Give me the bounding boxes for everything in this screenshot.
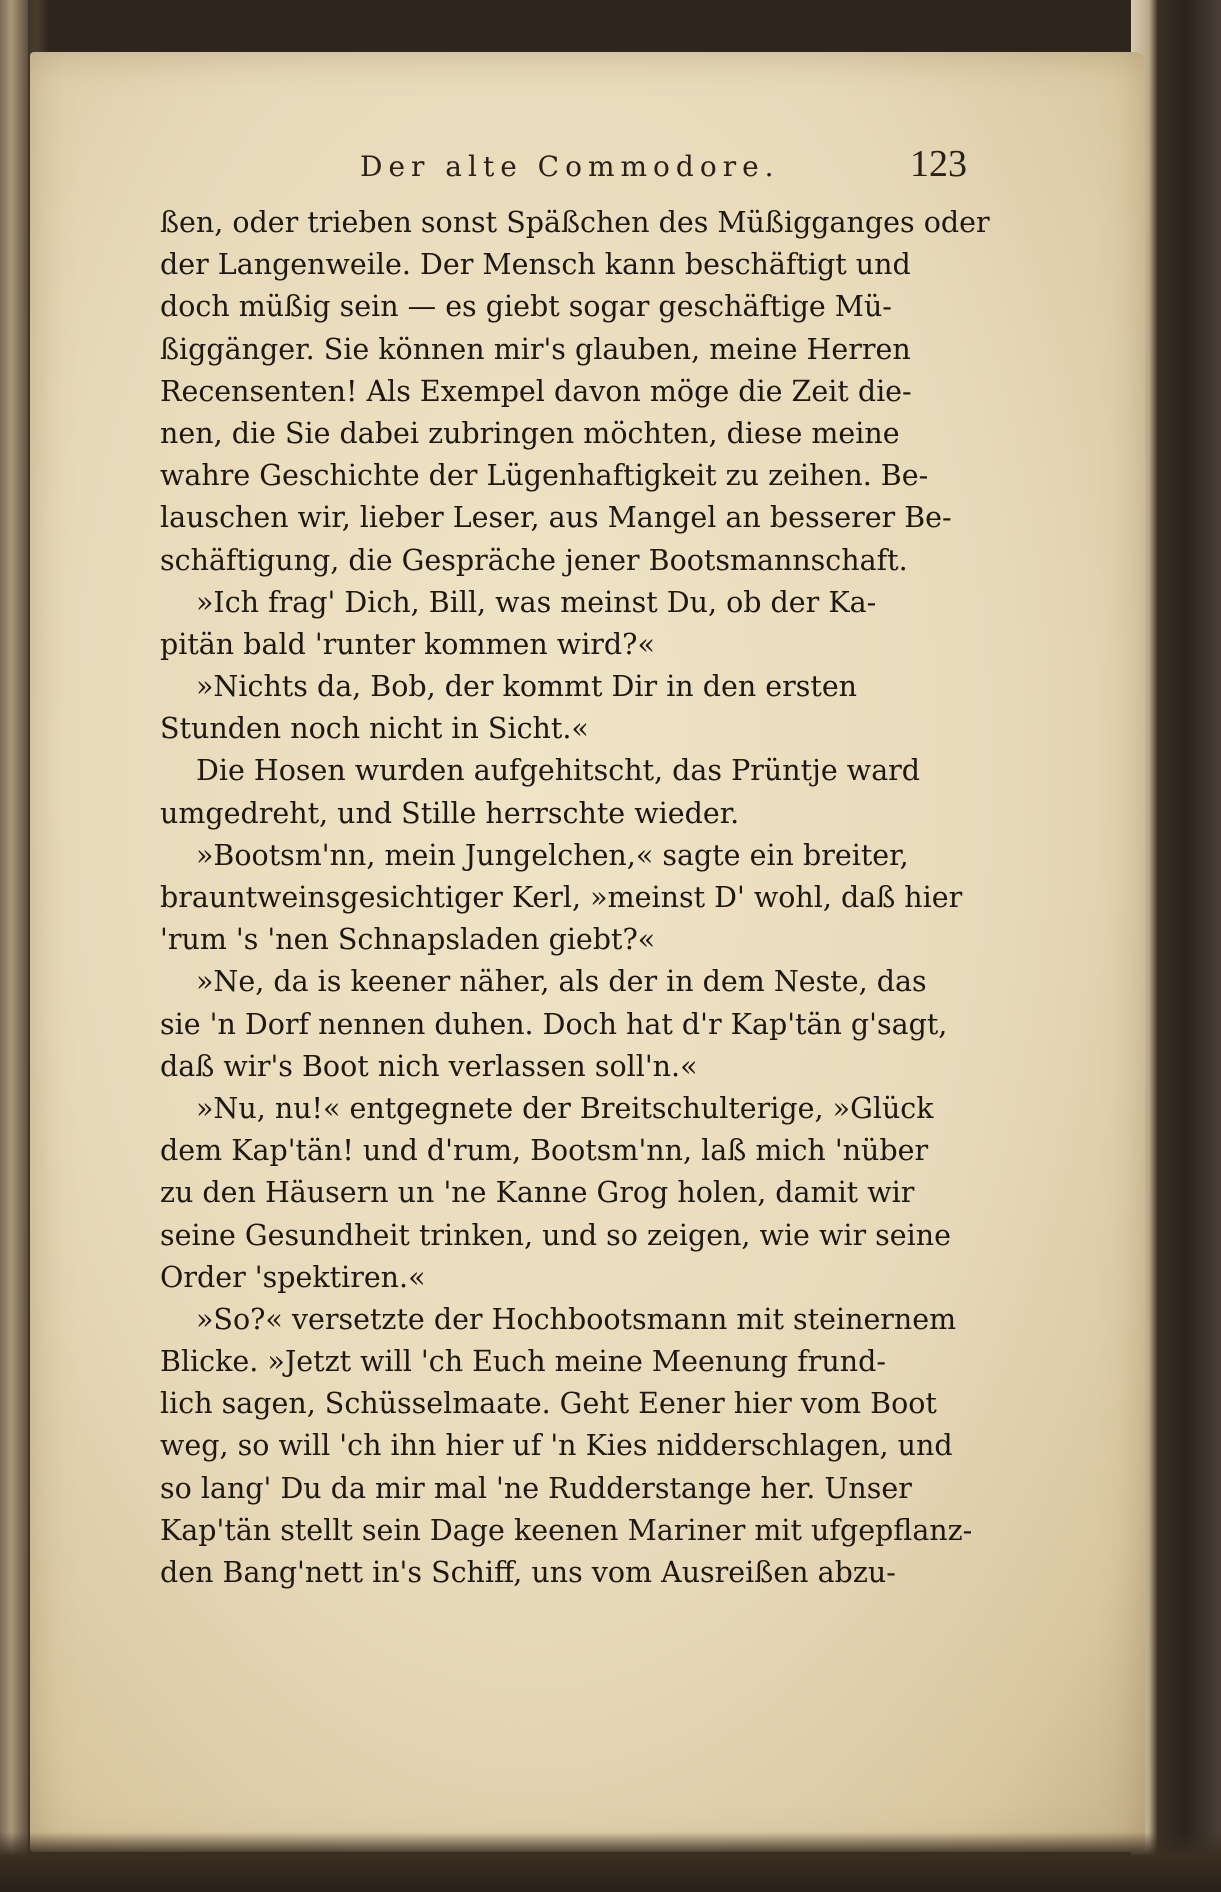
text-line: Die Hosen wurden aufgehitscht, das Prüntje ward: [196, 754, 921, 788]
text-line: dem Kap'tän! und d'rum, Bootsm'nn, laß mich 'nüber: [160, 1134, 929, 1168]
text-line: umgedreht, und Stille herrschte wieder.: [160, 796, 740, 830]
text-line: »Nu, nu!« entgegnete der Breitschulterige, »Glück: [196, 1091, 934, 1125]
text-line: Recensenten! Als Exempel davon möge die Zeit die-: [160, 374, 912, 408]
bottom-shadow: [0, 1832, 1221, 1892]
text-line: wahre Geschichte der Lügenhaftigkeit zu zeihen. Be-: [160, 459, 929, 493]
text-line: nen, die Sie dabei zubringen möchten, diese meine: [160, 416, 900, 450]
page-header: [30, 142, 1145, 192]
text-line: der Langenweile. Der Mensch kann beschäftigt und: [160, 248, 911, 282]
text-line: »Ich frag' Dich, Bill, was meinst Du, ob der Ka-: [196, 585, 877, 619]
text-line: lauschen wir, lieber Leser, aus Mangel an besserer Be-: [160, 501, 952, 535]
text-line: »So?« versetzte der Hochbootsmann mit steinernem: [196, 1302, 957, 1336]
text-line: sie 'n Dorf nennen duhen. Doch hat d'r Kap'tän g'sagt,: [160, 1007, 948, 1041]
text-line: Kap'tän stellt sein Dage keenen Mariner mit ufgepflanz-: [160, 1513, 973, 1547]
text-line: Blicke. »Jetzt will 'ch Euch meine Meenung frund-: [160, 1345, 886, 1379]
text-line: ßiggänger. Sie können mir's glauben, meine Herren: [160, 332, 911, 366]
text-line: weg, so will 'ch ihn hier uf 'n Kies nidderschlagen, und: [160, 1429, 953, 1463]
text-line: ßen, oder trieben sonst Späßchen des Müßigganges oder: [160, 206, 990, 239]
text-line: brauntweinsgesichtiger Kerl, »meinst D' wohl, daß hier: [160, 881, 963, 914]
page-sheet: [30, 52, 1145, 1852]
text-line: den Bang'nett in's Schiff, uns vom Ausreißen abzu-: [160, 1556, 896, 1589]
text-line: Stunden noch nicht in Sicht.«: [160, 712, 589, 746]
text-line: »Bootsm'nn, mein Jungelchen,« sagte ein breiter,: [196, 838, 909, 872]
text-line: zu den Häusern un 'ne Kanne Grog holen, damit wir: [160, 1176, 915, 1210]
text-line: daß wir's Boot nich verlassen soll'n.«: [160, 1049, 698, 1083]
text-line: »Ne, da is keener näher, als der in dem Neste, das: [196, 965, 927, 999]
left-page-edge: [0, 0, 28, 1892]
page-number: 123: [910, 143, 967, 185]
text-line: lich sagen, Schüsselmaate. Geht Eener hier vom Boot: [160, 1387, 937, 1421]
text-line: 'rum 's 'nen Schnapsladen giebt?«: [160, 923, 656, 957]
text-line: pitän bald 'runter kommen wird?«: [160, 627, 655, 661]
text-line: doch müßig sein — es giebt sogar geschäftige Mü-: [160, 290, 892, 324]
text-line: Order 'spektiren.«: [160, 1260, 426, 1294]
body-text: [160, 202, 1030, 1672]
text-line: schäftigung, die Gespräche jener Bootsmannschaft.: [160, 543, 908, 577]
running-title: Der alte Commodore.: [360, 150, 780, 183]
text-line: seine Gesundheit trinken, und so zeigen, wie wir seine: [160, 1218, 952, 1252]
text-line: »Nichts da, Bob, der kommt Dir in den ersten: [196, 670, 858, 704]
text-line: so lang' Du da mir mal 'ne Rudderstange her. Unser: [160, 1471, 912, 1505]
